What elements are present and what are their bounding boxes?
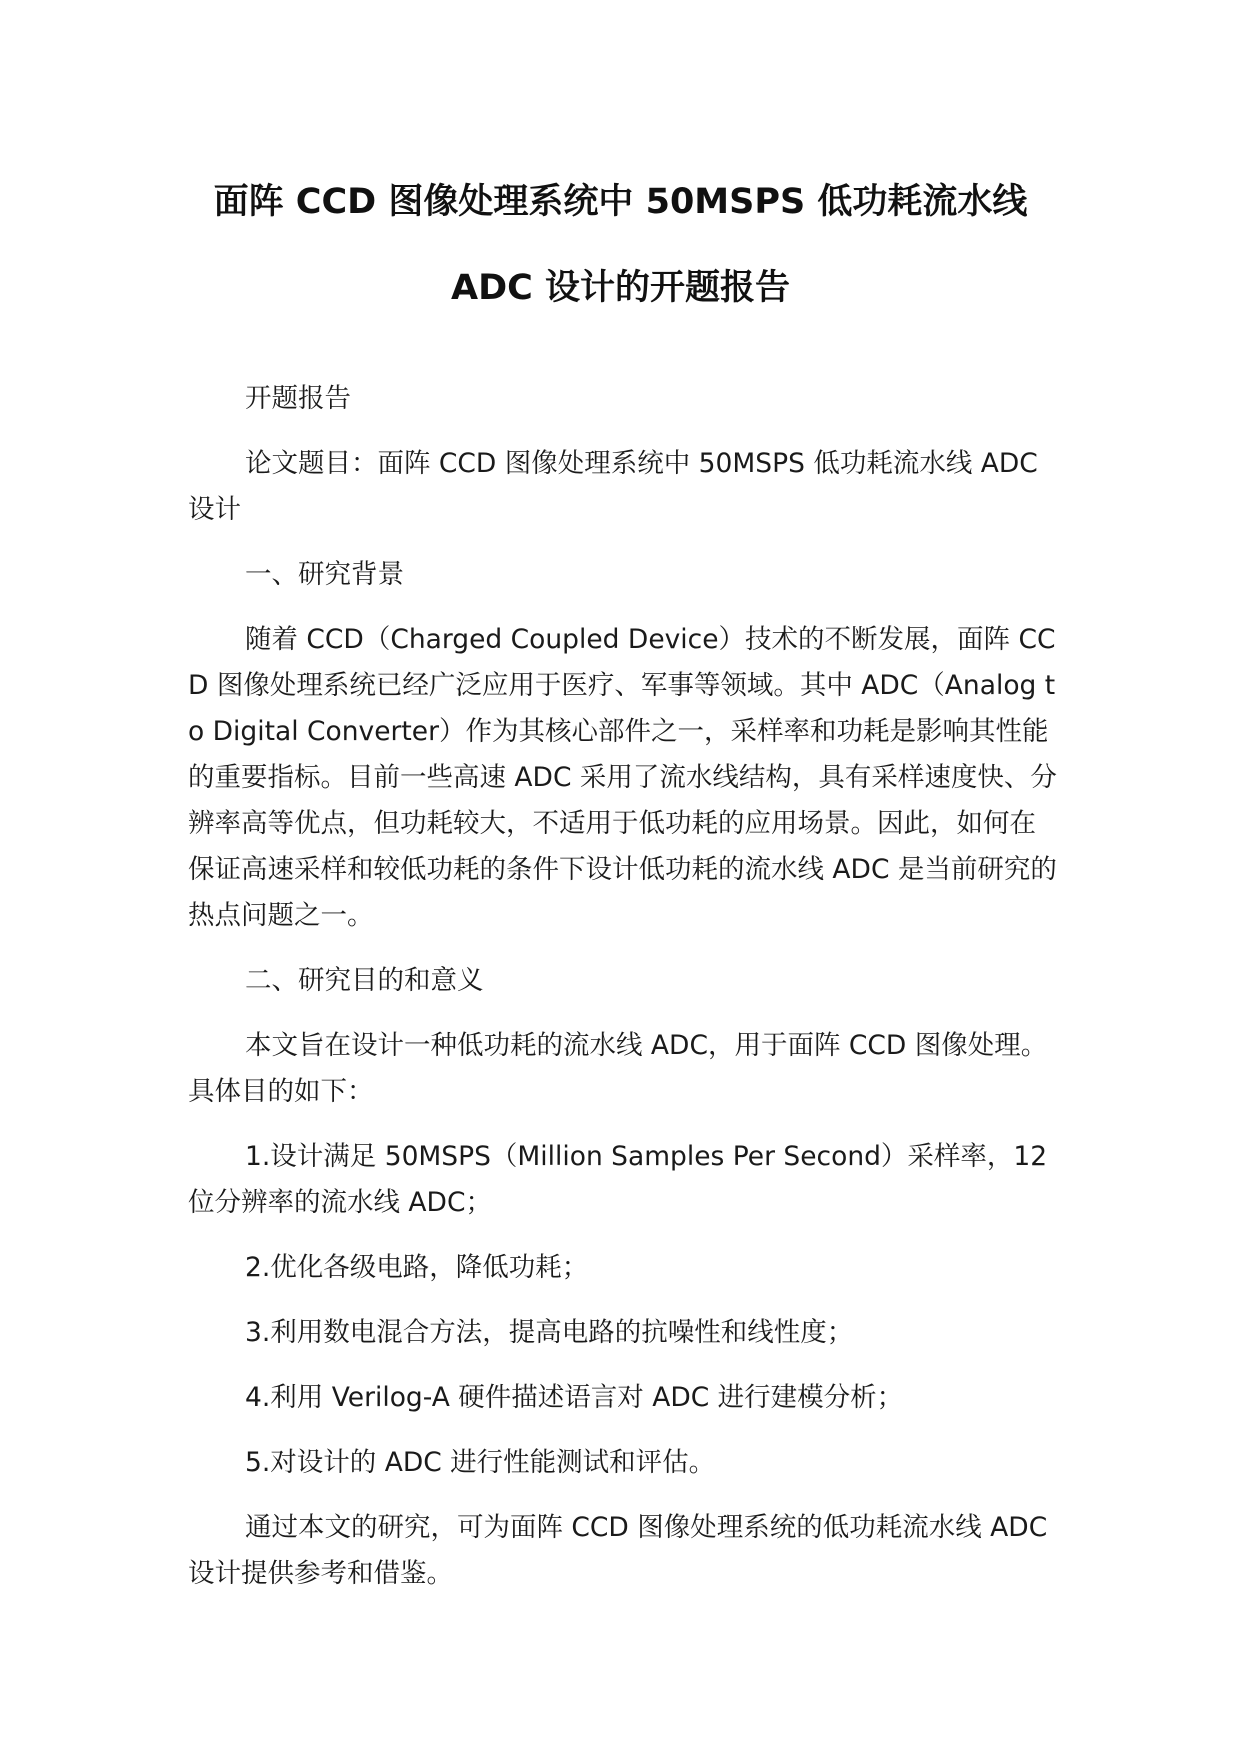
document-title-line-2: ADC 设计的开题报告	[450, 268, 790, 308]
thesis-title-paragraph: 论文题目：面阵 CCD 图像处理系统中 50MSPS 低功耗流水线 ADC 设计	[188, 448, 1038, 525]
goal-item-5: 5.对设计的 ADC 进行性能测试和评估。	[245, 1447, 716, 1478]
goal-item-1: 1.设计满足 50MSPS（Million Samples Per Second）采样率，12 位分辨率的流水线 ADC；	[188, 1141, 1048, 1218]
heading-research-background: 一、研究背景	[245, 559, 404, 590]
section-label-report: 开题报告	[245, 383, 351, 414]
conclusion-paragraph: 通过本文的研究，可为面阵 CCD 图像处理系统的低功耗流水线 ADC 设计提供参考和借鉴。	[188, 1512, 1048, 1589]
purpose-intro-paragraph: 本文旨在设计一种低功耗的流水线 ADC，用于面阵 CCD 图像处理。具体目的如下：	[188, 1030, 1048, 1107]
goal-item-3: 3.利用数电混合方法，提高电路的抗噪性和线性度；	[245, 1317, 854, 1348]
goal-item-4: 4.利用 Verilog-A 硬件描述语言对 ADC 进行建模分析；	[245, 1382, 904, 1413]
goal-item-2: 2.优化各级电路，降低功耗；	[245, 1252, 589, 1283]
heading-purpose-significance: 二、研究目的和意义	[245, 965, 484, 996]
background-paragraph: 随着 CCD（Charged Coupled Device）技术的不断发展，面阵 CCD 图像处理系统已经广泛应用于医疗、军事等领域。其中 ADC（Analog to Digital Converter）作为其核心部件之一，采样率和功耗是影响其性能的重要指标。目前一些高速 ADC 采用了流水线结构，具有采样速度快、分辨率高等优点，但功耗较大，不适用于低功耗的应用场景。因此，如何在保证高速采样和较低功耗的条件下设计低功耗的流水线 ADC 是当前研究的热点问题之一。	[188, 624, 1057, 931]
document-title-line-1: 面阵 CCD 图像处理系统中 50MSPS 低功耗流水线	[213, 182, 1028, 222]
document-body	[188, 376, 1058, 1616]
